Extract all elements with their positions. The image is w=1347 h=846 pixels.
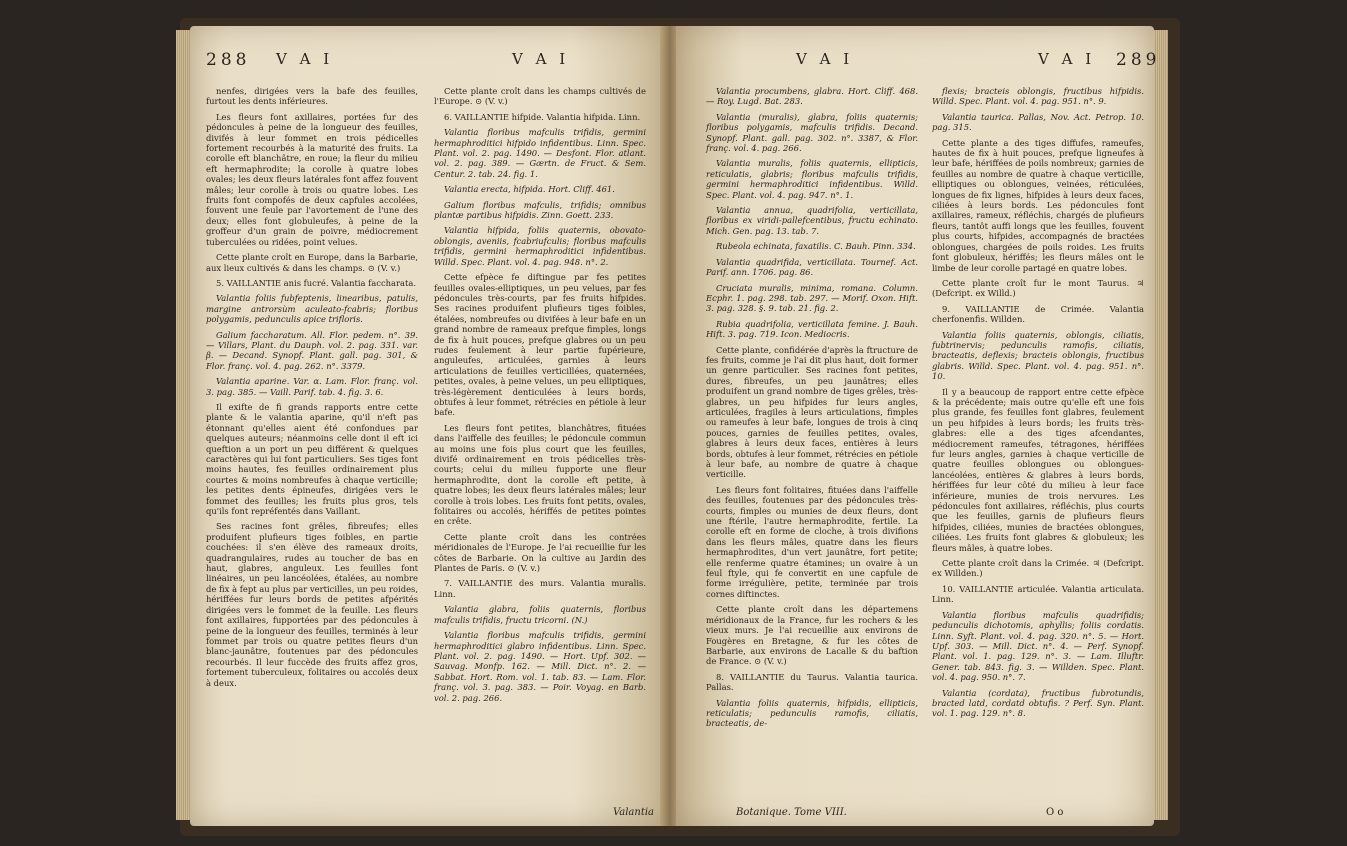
right-page-column-2 [932, 86, 1144, 786]
right-page-edges [1154, 30, 1168, 820]
paragraph: Valantia quadrifida, verticillata. Tournef. Act. Parif. ann. 1706. pag. 86. [706, 256, 918, 278]
paragraph: Galium floribus mafculis, trifidis; omnibus plantæ partibus hifpidis. Zinn. Goett. 233. [434, 199, 646, 221]
paragraph: Valantia foliis fubfeptenis, linearibus, patulis, margine antrorsùm aculeato-fcabris; floribus polygamis, pedunculis apice trifloris. [206, 293, 418, 325]
right-page-footer: Botanique. Tome VIII. [736, 807, 847, 818]
left-page [190, 26, 668, 826]
left-page-edges [176, 30, 190, 820]
left-page-number: 288 [206, 50, 251, 70]
left-page-column-2 [434, 86, 646, 786]
paragraph: Valantia annua, quadrifolia, verticillata, floribus ex viridi-pallefcentibus, fructu echinato. Mich. Gen. pag. 13. tab. 7. [706, 205, 918, 236]
paragraph: Cette plante croît dans les champs cultivés de l'Europe. ⊙ (V. v.) [434, 86, 646, 107]
right-page-signature: O o [1046, 807, 1064, 818]
left-page-header [190, 50, 668, 78]
paragraph: Les fleurs font axillaires, portées fur des pédoncules à peine de la longueur des feuilles, divifés à leur fommet en trois pédicelles fortement recourbés à la maturité des fruits. La corolle eft blanchâtre, en roue; la fleur du milieu eft hermaphrodite; la corolle à quatre lobes ovales; les deux fleurs latérales font affez fouvent mâles; leur corolle à trois ou quatre lobes. Les fruits font compofés de deux capfules accolées, fouvent une feule par l'avortement de l'une des deux; elles font globuleufes, à peine de la groffeur d'un grain de poivre, médiocrement tuberculées ou ridées, point velues. [206, 111, 418, 247]
paragraph: flexis; bracteis oblongis, fructibus hifpidis. Willd. Spec. Plant. vol. 4. pag. 951. n°. 9. [932, 86, 1144, 107]
right-page [676, 26, 1161, 826]
paragraph: Valantia aparine. Var. α. Lam. Flor. franç. vol. 3. pag. 385. — Vaill. Parif. tab. 4. fig. 3. 6. [206, 376, 418, 397]
paragraph: Cette plante, confidérée d'après la ftructure de fes fruits, comme je l'ai dit plus haut, doit former un genre particulier. Ses racines font petites, dures, fibreufes, un peu jaunâtres; elles produifent un grand nombre de tiges grêles, très-glabres, un peu hifpides fur leurs angles, articulées, fragiles à leurs articulations, fimples ou rameufes à leur bafe, longues de trois à cinq pouces, garnies de feuilles petites, ovales, glabres à leurs deux faces, entières à leurs bords, obtufes à leur fommet, rétrécies en pétiole à leur bafe, au nombre de quatre à chaque verticille. [706, 344, 918, 480]
paragraph: 10. VAILLANTIE articulée. Valantia articulata. Linn. [932, 583, 1144, 605]
right-page-number: 289 [1116, 50, 1161, 70]
paragraph: Les fleurs font folitaires, fituées dans l'aiffelle des feuilles, foutenues par des pédoncules très-courts, fimples ou munies de deux fleurs, dont une ftérile, l'autre hermaphrodite, fertile. La corolle eft en forme de cloche, à trois divifions dans les fleurs mâles, quatre dans les fleurs hermaphrodites, d'un vert jaunâtre, fort petite; elle renferme quatre étamines; un ovaire à un feul ftyle, qui fe convertit en une capfule de forme irrégulière, petite, terminée par trois cornes diftinctes. [706, 484, 918, 599]
right-page-header [676, 50, 1161, 78]
left-page-column-1 [206, 86, 418, 808]
paragraph: Les fleurs font petites, blanchâtres, fituées dans l'aiffelle des feuilles; le pédoncule commun au moins une fois plus court que les feuilles, divifé ordinairement en trois pédicelles très-courts; celui du milieu fupporte une fleur hermaphrodite, dont la corolle eft petite, à quatre lobes; les deux fleurs latérales mâles; leur corolle à trois lobes. Les fruits font petits, ovales, folitaires ou accolés, hériffés de petites pointes en crête. [434, 422, 646, 527]
left-running-head-2: V A I [512, 50, 570, 68]
right-page-column-1 [706, 86, 918, 786]
left-running-head-1: V A I [276, 50, 334, 68]
right-running-head-2: V A I [1038, 50, 1096, 68]
left-page-catchword: Valantia [612, 807, 654, 818]
paragraph: Valantia floribus mafculis trifidis, germini hermaphroditici hifpido infidentibus. Linn. Spec. Plant. vol. 2. pag. 1490. — Desfont. Flor. atlant. vol. 2. pag. 389. — Gærtn. de Fruct. & Sem. Centur. 2. tab. 24. fig. 1. [434, 127, 646, 179]
paragraph: nenfes, dirigées vers la bafe des feuilles, furtout les dents inférieures. [206, 86, 418, 107]
paragraph: Ses racines font grêles, fibreufes; elles produifent plufieurs tiges foibles, en partie couchées: il s'en élève des rameaux droits, quadrangulaires, rudes au toucher de bas en haut, glabres, anguleux. Les feuilles font linéaires, un peu lancéolées, étalées, au nombre de fix à fept au plus par verticilles, un peu roides, hériffées fur leurs bords de petites afpérités dirigées vers le fommet de la feuille. Les fleurs font axillaires, fupportées par des pédoncules à peine de la longueur des feuilles, terminés à leur fommet par trois ou quatre petites fleurs d'un blanc-jaunâtre, foutenues par des pédoncules recourbés. Il leur fuccède des fruits affez gros, fortement tuberculeux, folitaires ou accolés deux à deux. [206, 521, 418, 688]
right-running-head-1: V A I [796, 50, 854, 68]
paragraph: Rubia quadrifolia, verticillata femine. J. Bauh. Hift. 3. pag. 719. Icon. Mediocris. [706, 318, 918, 340]
paragraph: Cette plante croît dans la Crimée. ♃ (Defcript. ex Willden.) [932, 558, 1144, 579]
paragraph: Valantia erecta, hifpida. Hort. Cliff. 461. [444, 184, 615, 195]
paragraph: 9. VAILLANTIE de Crimée. Valantia cherfonenfis. Willden. [932, 303, 1144, 325]
paragraph: 5. VAILLANTIE anis fucré. Valantia faccharata. [216, 277, 417, 288]
paragraph: Cette plante croît dans les départemens méridionaux de la France, fur les rochers & les vieux murs. Je l'ai recueillie aux environs de Fougères en Bretagne, & fur les côtes de Barbarie, aux environs de Lacalle & du baftion de France. ⊙ (V. v.) [706, 604, 918, 667]
paragraph: Valantia muralis, foliis quaternis, ellipticis, reticulatis, glabris; floribus mafculis trifidis, germini hermaphroditici infidentibus. Willd. Spec. Plant. vol. 4. pag. 947. n°. 1. [706, 158, 918, 200]
paragraph: Cruciata muralis, minima, romana. Column. Ecphr. 1. pag. 298. tab. 297. — Morif. Oxon. Hift. 3. pag. 328. §. 9. tab. 21. fig. 2. [706, 282, 918, 314]
paragraph: Cette plante croît en Europe, dans la Barbarie, aux lieux cultivés & dans les champs. ⊙ (V. v.) [206, 252, 418, 273]
paragraph: Cette plante croît fur le mont Taurus. ♃ (Defcript. ex Willd.) [932, 277, 1144, 299]
paragraph: Valantia hifpida, foliis quaternis, obovato-oblongis, aveniis, fcabriufculis; floribus mafculis trifidis, germini hermaphroditici infidentibus. Willd. Spec. Plant. vol. 4. pag. 948. n°. 2. [434, 225, 646, 267]
paragraph: Il y a beaucoup de rapport entre cette efpèce & la précédente; mais outre qu'elle eft une fois plus grande, fes feuilles font glabres, feulement un peu hifpides à leurs bords; les fruits très-glabres: elle a des tiges afcendantes, médiocrement rameufes, tétragones, hériffées fur leurs angles, garnies à chaque verticille de quatre feuilles oblongues ou oblongues-lancéolées, entières & glabres à leurs bords, hériffées fur leur côté du milieu à leur face inférieure, munies de trois nervures. Les pédoncules font axillaires, réfléchis, plus courts que les feuilles, garnis de plufieurs fleurs hifpides, ciliées, munies de bractées oblongues, ciliées. Les fruits font glabres & globuleux; les fleurs mâles, à quatre lobes. [932, 386, 1144, 553]
paragraph: Galium faccharatum. All. Flor. pedem. n°. 39. — Villars, Plant. du Dauph. vol. 2. pag. 331. var. β. — Decand. Synopf. Plant. gall. pag. 301, & Flor. franç. vol. 4. pag. 262. n°. 3379. [206, 329, 418, 371]
paragraph: Il exifte de fi grands rapports entre cette plante & le valantia aparine, qu'il n'eft pas étonnant qu'elles aient été confondues par quelques auteurs; néanmoins celle dont il eft ici queftion a un port un peu différent & quelques caractères qui lui font particuliers. Ses tiges font moins hautes, fes feuilles ordinairement plus courtes & moins nombreufes à chaque verticille; les petites dents épineufes, dirigées vers le fommet des feuilles; les fruits plus gros, tels qu'ils font repréfentés dans Vaillant. [206, 401, 418, 517]
paragraph: Valantia glabra, foliis quaternis, floribus mafculis trifidis, fructu tricorni. (N.) [434, 604, 646, 625]
paragraph: Cette efpèce fe diftingue par fes petites feuilles ovales-elliptiques, un peu velues, par fes pédoncules très-courts, par fes fruits hifpides. Ses racines produifent plufieurs tiges foibles, étalées, nombreufes ou divifées à leur bafe en un grand nombre de rameaux prefque fimples, longs de fix à huit pouces, prefque glabres ou un peu rudes feulement à leur partie fupérieure, anguleufes, articulées, garnies à leurs articulations de feuilles verticillées, quaternées, petites, ovales, à peine velues, un peu elliptiques, très-légèrement denticulées à leurs bords, obtufes à leur fommet, rétrécies en pétiole à leur bafe. [434, 272, 646, 418]
paragraph: 7. VAILLANTIE des murs. Valantia muralis. Linn. [434, 578, 646, 599]
paragraph: Valantia (muralis), glabra, foliis quaternis; floribus polygamis, mafculis trifidis. Decand. Synopf. Plant. gall. pag. 302. n°. 3387, & Flor. franç. vol. 4. pag. 266. [706, 111, 918, 154]
paragraph: Valantia procumbens, glabra. Hort. Cliff. 468. — Roy. Lugd. Bat. 283. [706, 86, 918, 107]
paragraph: Valantia taurica. Pallas, Nov. Act. Petrop. 10. pag. 315. [932, 111, 1144, 133]
paragraph: Cette plante croît dans les contrées méridionales de l'Europe. Je l'ai recueillie fur les côtes de Barbarie. On la cultive au Jardin des Plantes de Paris. ⊙ (V. v.) [434, 531, 646, 574]
paragraph: Valantia floribus mafculis quadrifidis; pedunculis dichotomis, aphyllis; foliis cordatis. Linn. Syft. Plant. vol. 4. pag. 320. n°. 5. — Hort. Upf. 303. — Mill. Dict. n°. 4. — Perf. Synopf. Plant. vol. 1. pag. 129. n°. 3. — Lam. Illuftr. Gener. tab. 843. fig. 3. — Willden. Spec. Plant. vol. 4. pag. 950. n°. 7. [932, 609, 1144, 683]
paragraph: 6. VAILLANTIE hifpide. Valantia hifpida. Linn. [444, 111, 641, 122]
paragraph: Valantia foliis quaternis, hifpidis, ellipticis, reticulatis; pedunculis ramofis, ciliatis, bracteatis, de- [706, 697, 918, 729]
paragraph: 8. VAILLANTIE du Taurus. Valantia taurica. Pallas. [706, 671, 918, 693]
paragraph: Rubeola echinata, faxatilis. C. Bauh. Pinn. 334. [716, 241, 916, 252]
paragraph: Valantia foliis quaternis, oblongis, ciliatis, fubtrinervis; pedunculis ramofis, ciliatis, bracteatis, deflexis; bracteis oblongis, fructibus glabris. Willd. Spec. Plant. vol. 4. pag. 951. n°. 10. [932, 329, 1144, 382]
paragraph: Valantia floribus mafculis trifidis, germini hermaphroditici glabro infidentibus. Linn. Spec. Plant. vol. 2. pag. 1490. — Hort. Upf. 302. — Sauvag. Monfp. 162. — Mill. Dict. n°. 2. — Sabbat. Hort. Rom. vol. 1. tab. 83. — Lam. Flor. franç. vol. 3. pag. 383. — Poir. Voyag. en Barb. vol. 2. pag. 266. [434, 630, 646, 703]
paragraph: Valantia (cordata), fructibus fubrotundis, bracted latd, cordatd obtufis. ? Perf. Syn. Plant. vol. 1. pag. 129. n°. 8. [932, 687, 1144, 719]
paragraph: Cette plante a des tiges diffufes, rameufes, hautes de fix à huit pouces, prefque ligneufes à leur bafe, hériffées de poils nombreux; garnies de feuilles au nombre de quatre à chaque verticille, elliptiques ou oblongues, veinées, réticulées, longues de fix lignes, hifpides à leurs deux faces, ciliées à leurs bords. Les pédoncules font axillaires, rameux, réfléchis, chargés de plufieurs fleurs, tantôt auffi longs que les feuilles, fouvent plus courts, hifpides, accompagnés de bractées oblongues, chargées de poils roides. Les fruits font globuleux, hériffés; les fleurs mâles ont le limbe de leur corolle partagé en quatre lobes. [932, 137, 1144, 273]
